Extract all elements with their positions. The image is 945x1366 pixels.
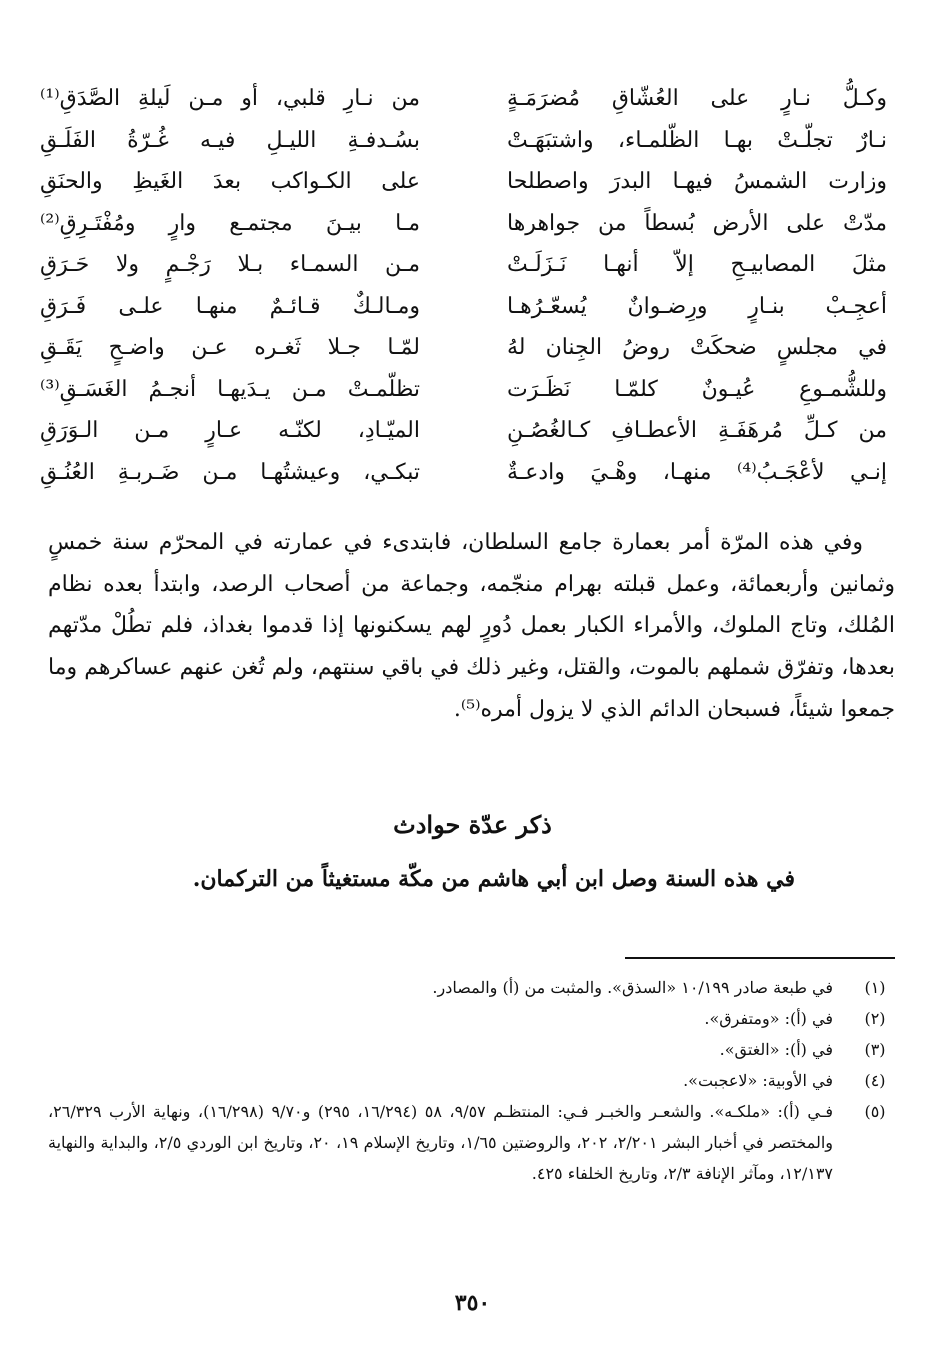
footnote-text: فـي (أ): «ملكـه». والشعـر والخبـر فـي: المنتظـم ٩/٥٧، ٥٨ (١٦/٢٩٤، ٢٩٥) و٩/٧٠ (١٦/٢٩٨)، ونهاية الأرب ٢٦/٣٢٩، والمختصر في أخبار البشر ٢/٢٠١، ٢٠٢، والروضتين ١/٦٥، وتاريخ الإسلام ١٩، ٢٠، وتاريخ ابن الوردي ٢/٥، والبداية والنهاية ١٢/١٣٧، ومآثر الإنافة ٢/٣، وتاريخ الخلفاء ٤٢٥. xyxy=(48,1102,834,1183)
poem-verse xyxy=(40,452,895,494)
poem-verse xyxy=(40,244,895,286)
footnote-number: (٣) xyxy=(864,1040,886,1059)
footnote-number: (٤) xyxy=(864,1071,886,1090)
footnote xyxy=(48,1065,895,1096)
verse-second-hemistich: تبكـي، وعيشتُهـا مـن ضَـربـةِ العُنُـقِ xyxy=(40,459,420,485)
verse-second-hemistich: ومـالـكٌ قـائـمٌ منهـا علـى فَـرَقِ xyxy=(40,293,420,319)
poem-block xyxy=(40,78,895,498)
poem-verse xyxy=(40,203,895,245)
verse-first-hemistich: إنـي لأعْجَـبُ⁽⁴⁾ منهـا، وهْـيَ وادعـةٌ xyxy=(507,459,887,485)
verse-second-hemistich: من نـارِ قلبي، أو مـن لَيلةِ الصَّدَقِ⁽¹⁾ xyxy=(40,86,420,111)
verse-first-hemistich: مدّتْ على الأرض بُسطاً من جواهرها xyxy=(507,210,887,236)
verse-second-hemistich: بسُـدفـةِ الليـلِ فيـه غُـرّةُ الفَلَـقِ xyxy=(40,127,420,153)
poem-verse xyxy=(40,410,895,452)
verse-second-hemistich: على الكـواكب بعدَ الغَيظِ والحنَقِ xyxy=(40,169,420,194)
footnotes xyxy=(48,972,895,1189)
event-sentence: في هذه السنة وصل ابن أبي هاشم من مكّة مستغيثاً من التركمان. xyxy=(192,866,795,892)
verse-first-hemistich: وللشُّمـوعِ عُيـونٌ كلمّـا نَظَـرَت xyxy=(507,376,887,402)
poem-verse xyxy=(40,286,895,328)
footnote-text: في (أ): «الغتق». xyxy=(719,1040,833,1059)
footnote-text: في الأوبية: «لاعجبت». xyxy=(683,1071,833,1090)
verse-second-hemistich: الميّـادِ، لكنّـه عـارٍ مـن الـوَرَقِ xyxy=(40,418,420,443)
verse-second-hemistich: لمّـا جـلا ثَغـره عـن واضـحٍ يَقَـقِ xyxy=(40,335,420,360)
verse-first-hemistich: مثلَ المصابيـحِ إلاّ أنهـا نَـزَلَـتْ xyxy=(507,252,887,277)
verse-first-hemistich: نـارٌ تجلّـتْ بهـا الظّلمـاء، واشتبَهَـتْ xyxy=(507,127,887,153)
footnote xyxy=(48,972,895,1003)
poem-verse xyxy=(40,120,895,162)
verse-second-hemistich: مـا بيـنَ مجتمـع وارٍ ومُفْتَـرِقِ⁽²⁾ xyxy=(40,210,420,236)
footnote-number: (٢) xyxy=(864,1009,886,1028)
footnote xyxy=(48,1096,895,1189)
footnote-text: في (أ): «ومتفرق». xyxy=(704,1009,833,1028)
poem-verse xyxy=(40,161,895,203)
prose-paragraph xyxy=(48,522,895,731)
verse-first-hemistich: في مجلسٍ ضحكَتْ روضُ الجِنان لهُ xyxy=(507,335,887,360)
verse-first-hemistich: وزارت الشمسُ فيهـا البدرَ واصطلحا xyxy=(507,169,887,194)
footnote-number: (١) xyxy=(864,978,886,997)
verse-first-hemistich: وكـلُّ نـارٍ على العُشّاقِ مُضرَمَـةٍ xyxy=(507,86,887,111)
footnote xyxy=(48,1003,895,1034)
poem-verse xyxy=(40,327,895,369)
page-number: ٣٥٠ xyxy=(454,1290,491,1316)
footnote-divider xyxy=(625,957,895,959)
poem-verse xyxy=(40,78,895,120)
section-heading: ذكر عدّة حوادث xyxy=(393,810,552,839)
verse-second-hemistich: مـن السمـاء بـلا رَجْـمٍ ولا حَـرَقِ xyxy=(40,252,420,277)
footnote-number: (٥) xyxy=(864,1102,886,1121)
footnote xyxy=(48,1034,895,1065)
verse-first-hemistich: أعجِـبْ بنـارٍ ورِضـوانٌ يُسعّـرُهـا xyxy=(507,293,887,319)
poem-verse xyxy=(40,369,895,411)
footnote-text: في طبعة صادر ١٠/١٩٩ «السذق». والمثبت من (أ) والمصادر. xyxy=(432,978,833,997)
verse-first-hemistich: من كـلِّ مُرهَفَـةِ الأعطـافِ كـالغُصُـنِ xyxy=(507,418,887,443)
verse-second-hemistich: تظلّمـتْ مـن يـدَيهـا أنجـمُ الغَسَـقِ⁽³⁾ xyxy=(40,376,420,402)
prose-text: وفي هذه المرّة أمر بعمارة جامع السلطان، فابتدىء في عمارته في المحرّم سنة خمسٍ وثمانين وأربعمائة، وعمل قبلته بهرام منجّمه، وجماعة من أصحاب الرصد، وابتدأ بعده نظام المُلك، وتاج الملوك، والأمراء الكبار بعمل دُورٍ لهم يسكنونها إذا قدموا بغداذ، فلم تطُلْ مدّتهم بعدها، وتفرّق شملهم بالموت، والقتل، وغير ذلك في باقي سنتهم، ولم تُغن عنهم عساكرهم وما جمعوا شيئاً، فسبحان الدائم الذي لا يزول أمره⁽⁵⁾. xyxy=(48,530,895,722)
